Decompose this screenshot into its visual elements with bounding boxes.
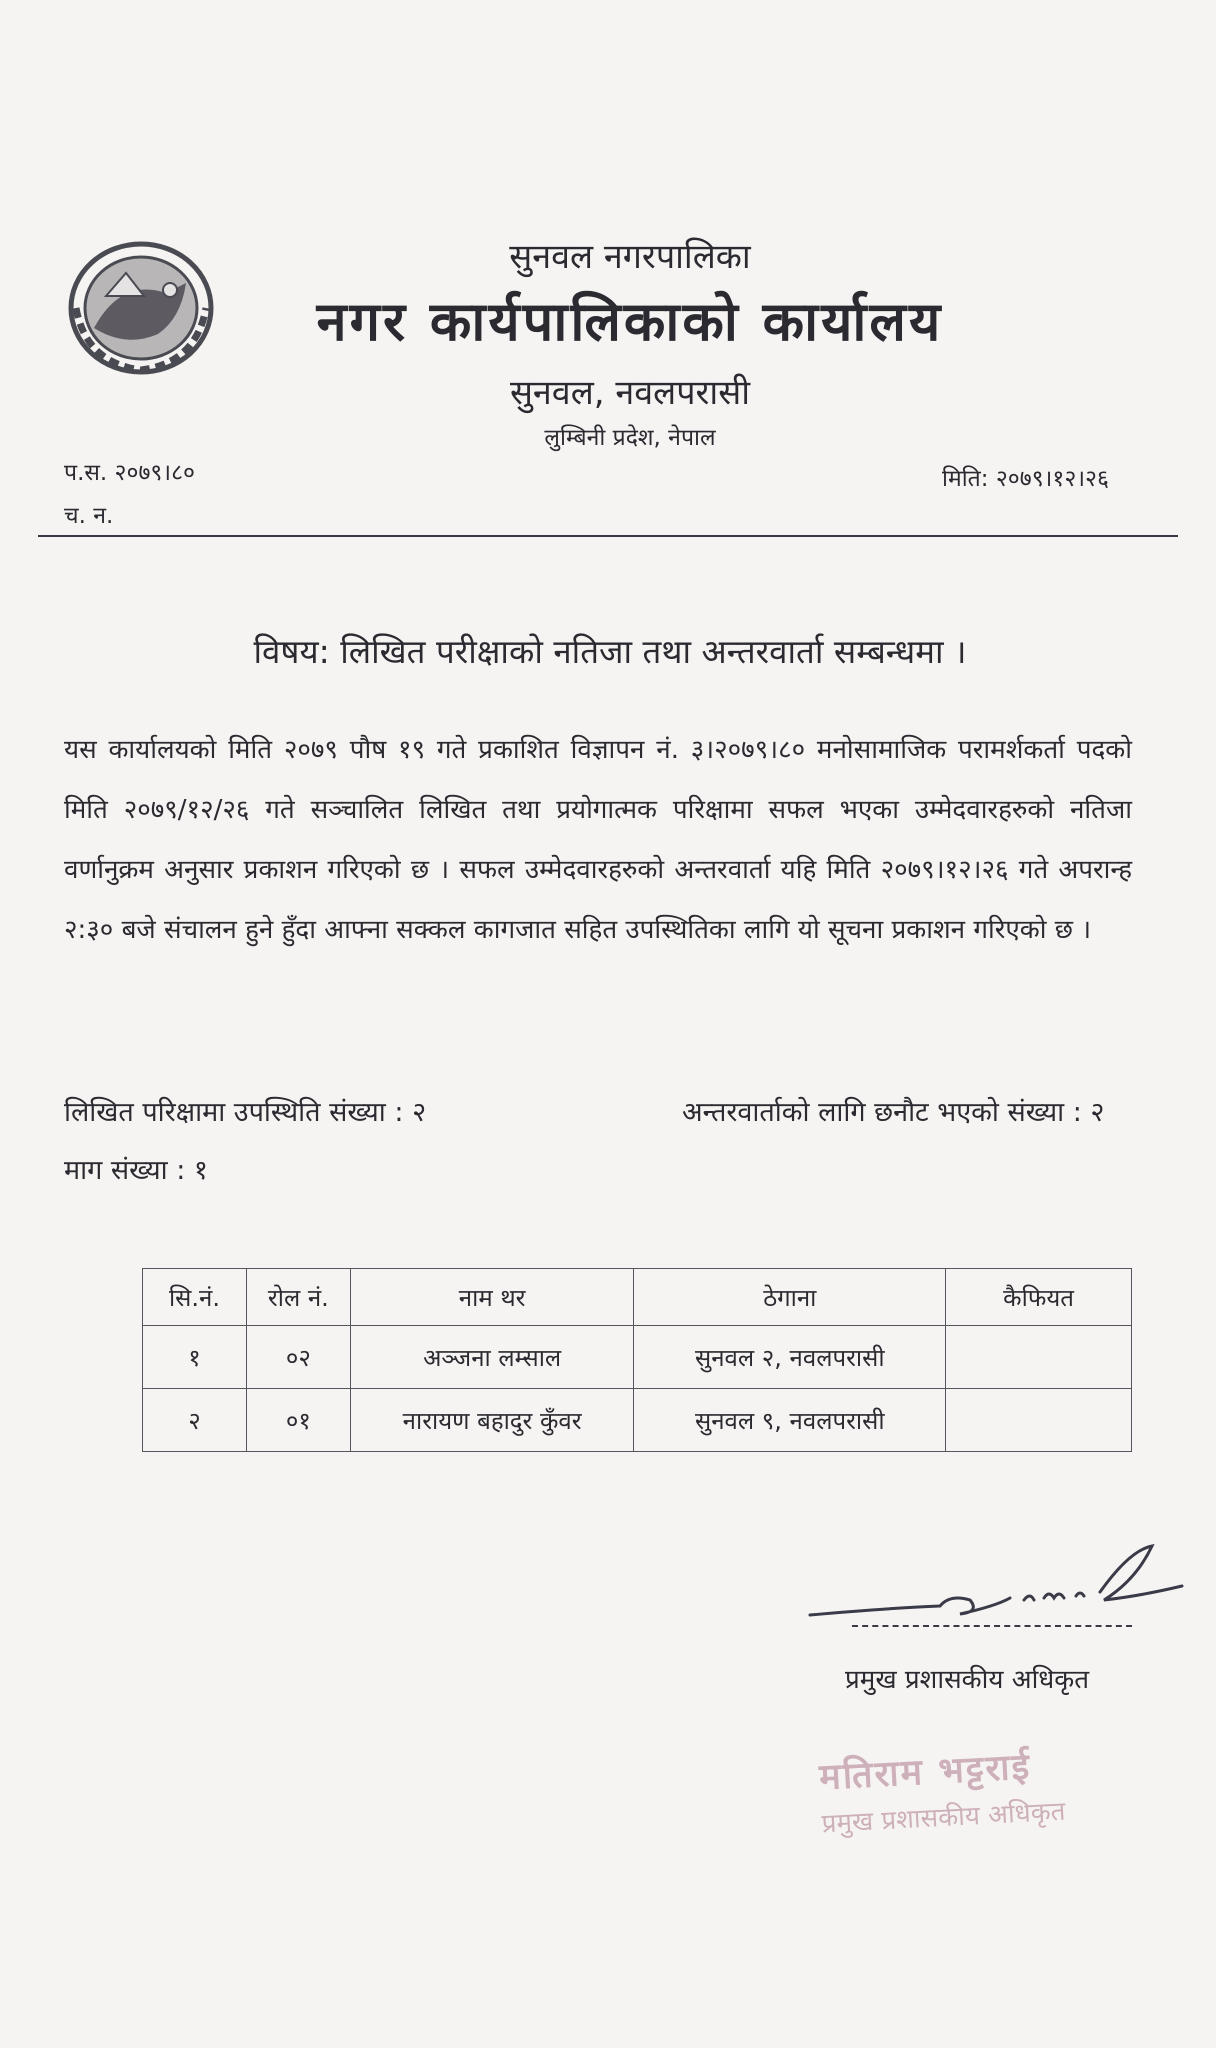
table-row	[143, 1326, 1132, 1389]
column-header-roll: रोल नं.	[246, 1269, 350, 1326]
signatory-title: प्रमुख प्रशासकीय अधिकृत	[845, 1665, 1090, 1695]
column-header-serial: सि.नं.	[143, 1269, 247, 1326]
cell-roll: ०२	[246, 1326, 350, 1389]
cell-remarks	[946, 1389, 1132, 1452]
signature-line	[852, 1625, 1132, 1627]
stamp-name: मतिराम भट्टराई	[818, 1746, 1033, 1799]
cell-serial: २	[143, 1389, 247, 1452]
municipality-name: सुनवल नगरपालिका	[509, 237, 751, 277]
header-divider	[38, 535, 1178, 537]
cell-name: अञ्जना लम्साल	[350, 1326, 634, 1389]
table-header-row	[143, 1269, 1132, 1326]
official-stamp	[818, 1739, 1066, 1841]
column-header-address: ठेगाना	[634, 1269, 946, 1326]
letter-date: मिति: २०७९।१२।२६	[942, 466, 1109, 492]
interview-selected-count: अन्तरवार्ताको लागि छनौट भएको संख्या : २	[682, 1097, 1105, 1128]
results-table	[142, 1268, 1132, 1452]
cell-serial: १	[143, 1326, 247, 1389]
stamp-title: प्रमुख प्रशासकीय अधिकृत	[820, 1796, 1067, 1840]
written-exam-attendance: लिखित परिक्षामा उपस्थिति संख्या : २	[64, 1097, 427, 1128]
letter-number: प.स. २०७९।८०	[64, 460, 196, 486]
column-header-name: नाम थर	[350, 1269, 634, 1326]
notice-body: यस कार्यालयको मिति २०७९ पौष १९ गते प्रकाशित विज्ञापन नं. ३।२०७९।८० मनोसामाजिक परामर्शकर्ता पदको मिति २०७९/१२/२६ गते सञ्चालित लिखित तथा प्रयोगात्मक परिक्षामा सफल भएका उम्मेदवारहरुको नतिजा वर्णानुक्रम अनुसार प्रकाशन गरिएको छ । सफल उम्मेदवारहरुको अन्तरवार्ता यहि मिति २०७९।१२।२६ गते अपरान्ह २:३० बजे संचालन हुने हुँदा आफ्ना सक्कल कागजात सहित उपस्थितिका लागि यो सूचना प्रकाशन गरिएको छ ।	[64, 735, 1132, 945]
cell-address: सुनवल २, नवलपरासी	[634, 1326, 946, 1389]
government-emblem-icon	[66, 238, 216, 378]
demand-count: माग संख्या : १	[64, 1155, 208, 1186]
province-country: लुम्बिनी प्रदेश, नेपाल	[544, 425, 716, 451]
cell-roll: ०१	[246, 1389, 350, 1452]
signature-scribble	[800, 1540, 1200, 1630]
subject-line: विषय: लिखित परीक्षाको नतिजा तथा अन्तरवार्ता सम्बन्धमा ।	[253, 632, 967, 671]
table-row	[143, 1389, 1132, 1452]
office-location: सुनवल, नवलपरासी	[509, 373, 751, 413]
cell-name: नारायण बहादुर कुँवर	[350, 1389, 634, 1452]
dispatch-number: च. न.	[64, 503, 114, 529]
cell-address: सुनवल ९, नवलपरासी	[634, 1389, 946, 1452]
cell-remarks	[946, 1326, 1132, 1389]
column-header-remarks: कैफियत	[946, 1269, 1132, 1326]
office-title: नगर कार्यपालिकाको कार्यालय	[316, 290, 944, 353]
